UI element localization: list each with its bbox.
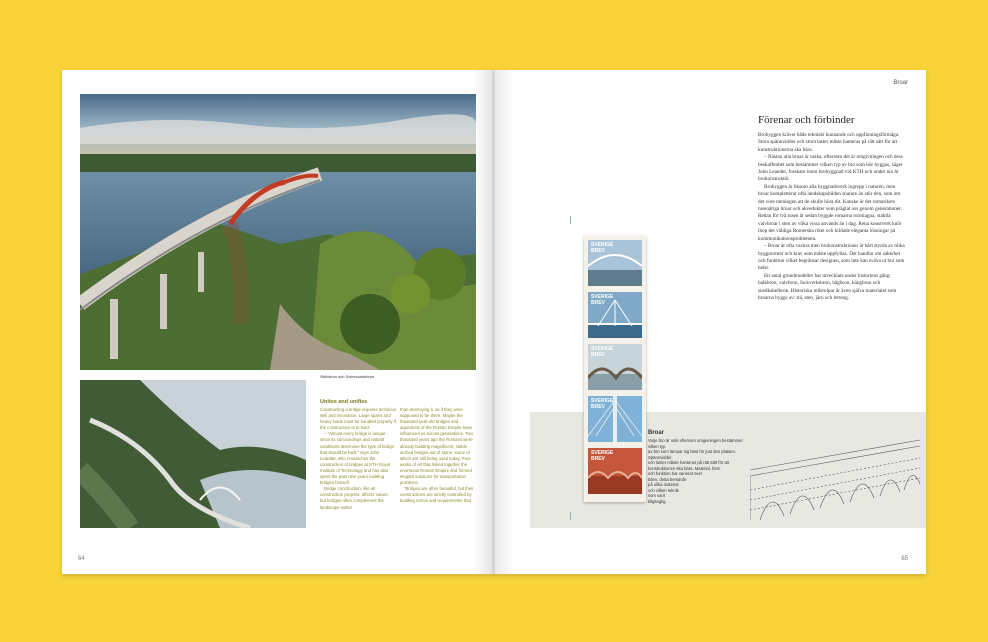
info-line: och funktion har varierat över <box>648 471 703 476</box>
info-line: och laster måste hanteras på rätt sätt för att <box>648 460 729 465</box>
paragraph: "Bridges are often beautiful, but their constructions are strictly controlled by building norms and requirements that <box>400 486 474 504</box>
info-title: Broar <box>648 430 665 436</box>
info-line: och vilken teknik <box>648 487 679 493</box>
stamp <box>588 240 642 286</box>
stamp-label: SVERIGE BREV <box>591 242 614 254</box>
paragraph: – Nästan alla broar är unika, eftersom det är omgivningen och dess beskaffenhet som bestämmer vilken typ av bro som bör byggas, säger John Leander, forskare inom brobyggnad vid KTH och under nio år brokonstruktör. <box>758 154 903 183</box>
column-heading: Unites and unifies <box>320 399 368 405</box>
info-line: på olika material <box>648 482 679 487</box>
stamp <box>588 396 642 442</box>
paragraph: Brobyggen är liksom alla byggnadsverk ingrepp i naturen, men broar kompletterar ofta landskapsbilden snarare än stör den, som om det vore meningen att de skulle höra dit. Kanske är det romarikets tusenåriga broar och akvedukter som präglat oss genom generationer. Redan för två tusen år sedan byggde romarna storslagna, stabila valvbroar i sten av vilka vissa används än i dag. Rena konstverk knöt ihop det väldiga Romerska riket och bildade eleganta lösningar på kommunikationsproblemen. <box>758 183 902 242</box>
info-line: tillgänglig. <box>648 498 667 504</box>
paragraph: – "Almost every bridge is unique since its surroundings and natural conditions determine the type of bridge that should be built," says John Leander, who researches the construction of bridges at KTH Royal Institute of Technology and has also spent the past nine years building bridges himself. <box>320 431 395 486</box>
article-body <box>758 132 906 302</box>
stone-bridge-sketch <box>750 420 920 524</box>
paragraph: – Broar är ofta vackra men brokonstruktioner är hårt styrda av olika byggnormer och krav som måste uppfyllas. Det handlar om säkerhet och funktion vilket begränsar designen, som inte kan svävа ut hur som helst. <box>758 243 905 272</box>
stamp <box>588 448 642 494</box>
stamp-strip <box>584 236 646 502</box>
stamp-label: SVERIGE BREV <box>591 294 614 306</box>
page-number-left: 64 <box>78 556 85 562</box>
right-page <box>494 70 926 574</box>
info-line: konstruktionen ska bära. Material, form <box>648 465 721 471</box>
stamp-label: SVERIGE BREV <box>591 398 614 410</box>
article-column-2 <box>400 407 476 505</box>
photo-caption: Skifubron och Svinesundsbron <box>320 374 375 379</box>
bridge-valley-photo <box>80 380 306 528</box>
article-column-1 <box>320 407 396 511</box>
crop-mark <box>570 512 571 520</box>
paragraph: Bridge construction, like all construction projects, affects nature, but bridges often complement the landscape rather <box>320 486 389 510</box>
info-line: Varje bro är unik eftersom omgivningen bestämmer vilken typ <box>648 438 743 449</box>
paragraph: Constructing a bridge requires technical skill and innovation. Large spans and heavy loads must be handled properly if the construction is to hold. <box>320 407 396 431</box>
info-line: som varit <box>648 493 665 498</box>
stamp-label: SVERIGE BREV <box>591 346 614 358</box>
info-text <box>648 438 748 504</box>
stamp <box>588 344 642 390</box>
article-title: Förenar och förbinder <box>758 114 855 126</box>
page-number-right: 65 <box>901 556 908 562</box>
paragraph: Brobyggen kräver både tekniskt kunnande och uppfinningsförmåga. Stora spännvidder och stora laster måste hanteras på rätt sätt för att konstruktionerna ska bära. <box>758 132 900 153</box>
left-page <box>62 70 494 574</box>
paragraph: Ett antal grundmodeller har utvecklats under historiens gång: balkbron, valvbron, fackverksbron, bågbron, hängbron och snedkabelbron. Historiska milstolpar är även själva materialet som broarna byggs av: trä, sten, järn och betong. <box>758 272 897 301</box>
stamp-label: SVERIGE BREV <box>591 450 614 462</box>
crop-mark <box>570 216 571 224</box>
section-tag: Broar <box>893 80 908 86</box>
paragraph: than destroying it, as if they were supposed to be there. Maybe the thousand-year-old bridges and aqueducts of the Roman Empire have influenced us across generations. Two thousand years ago the Romans were already building magnificent, stable arched bridges out of stone, some of which are still being used today. Pure works of art that linked together the enormous Roman Empire and formed elegant solutions for transportation problems. <box>400 407 474 486</box>
stamp <box>588 292 642 338</box>
bridge-aerial-photo <box>80 94 476 370</box>
info-line: tiden, detta bemärde <box>648 476 687 482</box>
info-line: av bro som lämpar sig bäst för just den platsen. Spännvidder <box>648 449 736 460</box>
